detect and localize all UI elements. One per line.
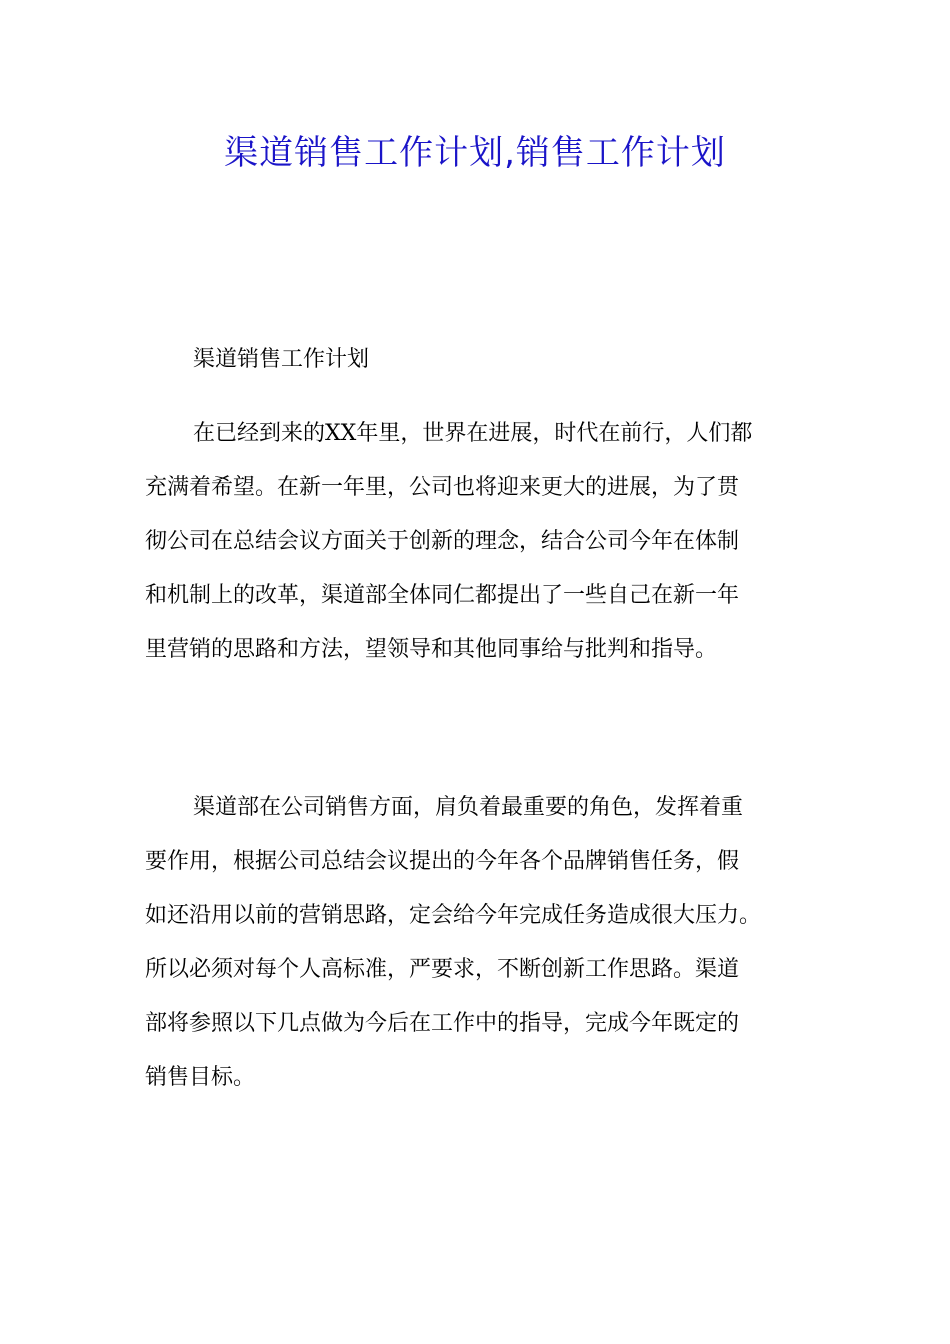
paragraph-line: 所以必须对每个人高标准，严要求，不断创新工作思路。渠道 [145, 957, 740, 982]
paragraph-line: 要作用，根据公司总结会议提出的今年各个品牌销售任务，假 [145, 849, 740, 874]
paragraph-line: 如还沿用以前的营销思路，定会给今年完成任务造成很大压力。 [145, 903, 762, 928]
paragraph-line: 渠道部在公司销售方面，肩负着最重要的角色，发挥着重 [193, 795, 744, 820]
paragraph-line: 在已经到来的XX年里，世界在进展，时代在前行，人们都 [193, 421, 753, 446]
paragraph-2 [145, 781, 807, 1105]
paragraph-line: 销售目标。 [145, 1065, 256, 1090]
paragraph-line: 彻公司在总结会议方面关于创新的理念，结合公司今年在体制 [145, 529, 740, 554]
paragraph-line: 里营销的思路和方法，望领导和其他同事给与批判和指导。 [145, 637, 718, 662]
paragraph-line: 充满着希望。在新一年里，公司也将迎来更大的进展，为了贯 [145, 475, 740, 500]
section-heading: 渠道销售工作计划 [193, 347, 370, 372]
document-title: 渠道销售工作计划,销售工作计划 [224, 133, 726, 173]
paragraph-line: 部将参照以下几点做为今后在工作中的指导，完成今年既定的 [145, 1011, 740, 1036]
paragraph-line: 和机制上的改革，渠道部全体同仁都提出了一些自己在新一年 [145, 583, 740, 608]
paragraph-1 [145, 407, 807, 677]
